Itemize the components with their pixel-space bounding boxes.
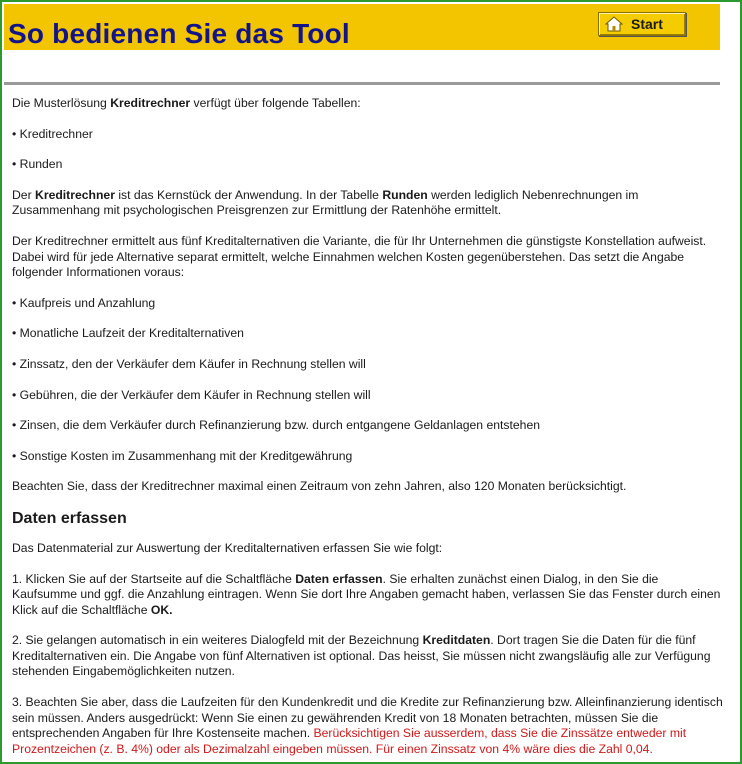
list-item-requirement: • Zinsen, die dem Verkäufer durch Refinanzierung bzw. durch entgangene Geldanlagen entstehen bbox=[12, 418, 541, 433]
section-intro: Das Datenmaterial zur Auswertung der Kreditalternativen erfassen Sie wie folgt: bbox=[12, 540, 443, 555]
list-item-requirement: • Kaufpreis und Anzahlung bbox=[12, 295, 156, 310]
step-paragraph: 3. Beachten Sie aber, dass die Laufzeiten für den Kundenkredit und die Kredite zur Refinanzierung bzw. Alleinfinanzierung identisch sein müssen. Anders ausgedrückt: Wenn Sie einen zu gewährenden Kredit von 18 Monaten betrachten, müssen Sie die entsprechenden Angaben für Ihre Kostenseite machen. Berücksichtigen Sie ausserdem, dass Sie die Zinssätze entweder mit Prozentzeichen (z. B. 4%) oder als Dezimalzahl eingeben müssen. Für einen Zinssatz von 4% wäre dies die Zahl 0,04. bbox=[12, 695, 723, 756]
divider bbox=[4, 82, 720, 85]
home-icon bbox=[605, 16, 623, 32]
section-heading: Daten erfassen bbox=[12, 509, 127, 527]
list-item-table: • Runden bbox=[12, 157, 63, 172]
description-paragraph: Der Kreditrechner ist das Kernstück der Anwendung. In der Tabelle Runden werden lediglich Nebenrechnungen im Zusammenhang mit psychologischen Preisgrenzen zur Ermittlung der Ratenhöhe ermittelt. bbox=[12, 187, 639, 218]
description-paragraph: Der Kreditrechner ermittelt aus fünf Kreditalternativen die Variante, die für Ihr Unternehmen die günstigste Konstellation aufweist. Dabei wird für jede Alternative separat ermittelt, welche Einnahmen welchen Kosten gegenüberstehen. Das setzt die Angabe folgender Informationen voraus: bbox=[12, 233, 707, 280]
page-title: So bedienen Sie das Tool bbox=[8, 18, 350, 49]
intro-text: Die Musterlösung Kreditrechner verfügt über folgende Tabellen: bbox=[12, 96, 361, 110]
list-item-requirement: • Sonstige Kosten im Zusammenhang mit der Kreditgewährung bbox=[12, 448, 353, 463]
list-item-requirement: • Monatliche Laufzeit der Kreditalternativen bbox=[12, 326, 244, 341]
header-bar bbox=[4, 4, 720, 50]
start-button[interactable] bbox=[598, 12, 686, 36]
step-paragraph: 1. Klicken Sie auf der Startseite auf die Schaltfläche Daten erfassen. Sie erhalten zunächst einen Dialog, in den Sie die Kaufsumme und ggf. die Anzahlung eintragen. Wenn Sie dort Ihre Angaben gemacht haben, verlassen Sie das Fenster durch einen Klick auf die Schaltfläche OK. bbox=[12, 571, 721, 617]
list-item-requirement: • Zinssatz, den der Verkäufer dem Käufer in Rechnung stellen will bbox=[12, 356, 366, 371]
list-item-table: • Kreditrechner bbox=[12, 126, 93, 141]
start-button-label: Start bbox=[631, 16, 663, 32]
list-item-requirement: • Gebühren, die der Verkäufer dem Käufer in Rechnung stellen will bbox=[12, 387, 371, 402]
help-content bbox=[12, 96, 724, 757]
step-paragraph: 2. Sie gelangen automatisch in ein weiteres Dialogfeld mit der Bezeichnung Kreditdaten. Dort tragen Sie die Daten für die fünf Kreditalternativen ein. Die Angabe von fünf Alternativen ist optional. Das heisst, Sie müssen nicht zwangsläufig alle zur Verfügung stehenden Eingabemöglichkeiten nutzen. bbox=[12, 633, 711, 679]
note-text: Beachten Sie, dass der Kreditrechner maximal einen Zeitraum von zehn Jahren, also 120 Monaten berücksichtigt. bbox=[12, 479, 627, 494]
